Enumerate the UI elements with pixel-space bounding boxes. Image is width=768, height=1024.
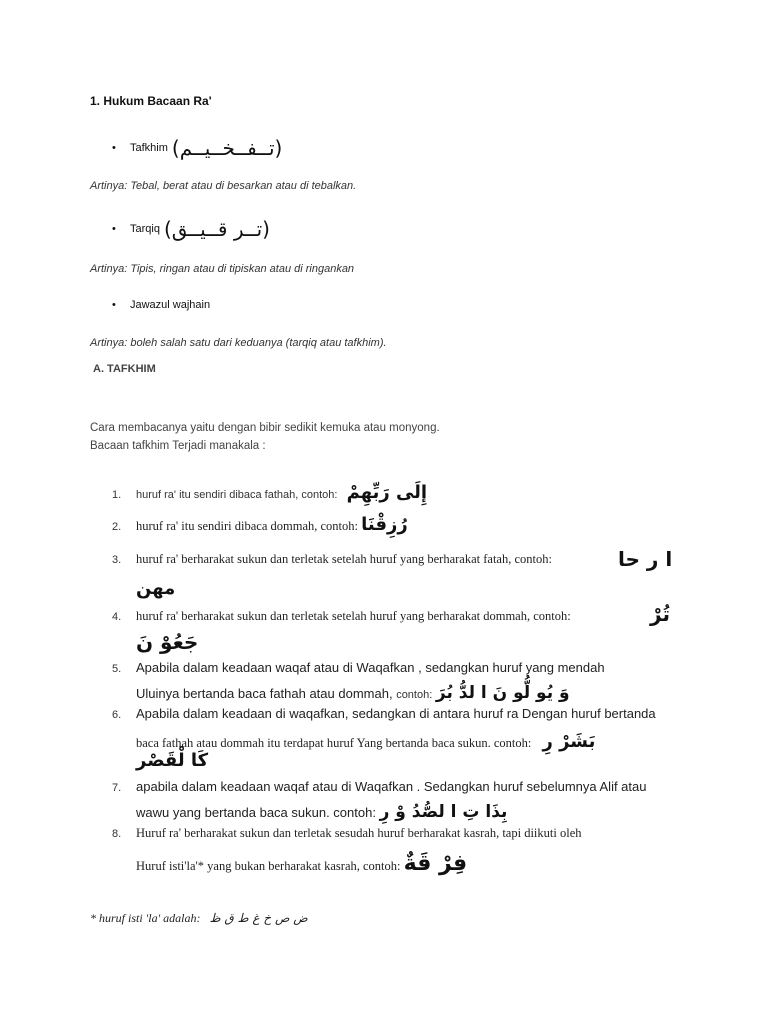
section-heading: 1. Hukum Bacaan Ra' xyxy=(90,94,212,108)
item-arabic-example: رُزِقْنَا xyxy=(361,514,408,535)
item-arabic-example: إِلَى رَبِّهِمْ xyxy=(346,482,428,503)
bullet-dot: • xyxy=(112,142,116,154)
item-arabic-example: فِرْ قَةٌ xyxy=(403,851,468,876)
item-text: huruf ra' itu sendiri dibaca fathah, contoh: xyxy=(136,489,338,501)
item-number: 5. xyxy=(112,663,122,675)
item-text: huruf ra' itu sendiri dibaca dommah, contoh: xyxy=(136,519,358,533)
item-text-line-1: apabila dalam keadaan waqaf atau di Waqafkan . Sedangkan huruf sebelumnya Alif atau xyxy=(136,779,647,794)
item-number: 3. xyxy=(112,554,122,566)
bullet-label: Tarqiq xyxy=(130,223,160,235)
meaning-jawazul-wajhain: Artinya: boleh salah satu dari keduanya (tarqiq atau tafkhim). xyxy=(90,337,387,349)
item-6-line-2 xyxy=(136,731,595,752)
item-text: huruf ra' berharakat sukun dan terletak setelah huruf yang berharakat dommah, contoh: xyxy=(136,609,571,623)
subheading-tafkhim: A. TAFKHIM xyxy=(93,363,156,375)
item-text-line-1: Apabila dalam keadaan waqaf atau di Waqafkan , sedangkan huruf yang mendah xyxy=(136,660,605,675)
item-arabic-example: ا ر حا xyxy=(618,547,673,571)
item-8-line-2 xyxy=(136,851,467,876)
bullet-label: Tafkhim xyxy=(130,142,168,154)
list-item-8 xyxy=(112,826,582,841)
list-item-5 xyxy=(112,660,605,675)
list-item-1 xyxy=(112,482,427,503)
item-number: 8. xyxy=(112,828,122,840)
meaning-tarqiq: Artinya: Tipis, ringan atau di tipiskan atau di ringankan xyxy=(90,263,355,275)
item-number: 6. xyxy=(112,709,122,721)
item-number: 4. xyxy=(112,611,122,623)
list-item-2 xyxy=(112,514,408,535)
bullet-arabic: (تــر قــيــق) xyxy=(163,217,270,241)
item-text-line-2: baca fathah atau dommah itu terdapat huruf Yang bertanda baca sukun. contoh: xyxy=(136,736,532,750)
list-item-6 xyxy=(112,706,656,721)
item-number: 7. xyxy=(112,782,122,794)
bullet-arabic: (تــفــخــيــم) xyxy=(171,136,283,160)
list-item-7 xyxy=(112,779,646,794)
item-text-line-1: Huruf ra' berharakat sukun dan terletak sesudah huruf berharakat kasrah, tapi diikuti oleh xyxy=(136,826,582,840)
footnote xyxy=(90,911,308,926)
item-7-line-2 xyxy=(136,802,507,822)
bullet-tarqiq xyxy=(112,217,270,241)
item-arabic-example-2: مهن xyxy=(136,578,176,599)
item-5-line-2 xyxy=(136,683,570,703)
item-number: 2. xyxy=(112,521,122,533)
item-arabic-example: بَشَرْ رِ xyxy=(542,731,596,752)
item-contoh-label: contoh: xyxy=(396,689,433,701)
item-arabic-example: وَ يُو لُّو نَ ا لدُّ بُرَ xyxy=(435,683,570,703)
bullet-dot: • xyxy=(112,223,116,235)
item-text: huruf ra' berharakat sukun dan terletak setelah huruf yang berharakat fatah, contoh: xyxy=(136,552,552,566)
item-text-line-1: Apabila dalam keadaan di waqafkan, sedangkan di antara huruf ra Dengan huruf bertanda xyxy=(136,706,656,721)
item-arabic-example-2: كَا لْقَصْر xyxy=(136,750,209,771)
meaning-tafkhim: Artinya: Tebal, berat atau di besarkan atau di tebalkan. xyxy=(90,180,357,192)
bullet-jawazul-wajhain xyxy=(112,299,210,311)
item-arabic-example-2: جَعُوْ نَ xyxy=(136,630,199,654)
list-item-3 xyxy=(112,552,552,567)
item-text-line-2: Uluinya bertanda baca fathah atau dommah, xyxy=(136,686,393,701)
item-number: 1. xyxy=(112,489,122,501)
item-text-line-2: Huruf isti'la'* yang bukan berharakat kasrah, contoh: xyxy=(136,859,401,873)
item-arabic-example: تُرْ xyxy=(650,602,670,626)
footnote-text: * huruf isti 'la' adalah: xyxy=(90,911,201,925)
list-item-4 xyxy=(112,609,571,624)
intro-line-1: Cara membacanya yaitu dengan bibir sedikit kemuka atau monyong. xyxy=(90,422,440,434)
item-arabic-example: بِذَا تِ ا لصُّدُ وْ رِ xyxy=(379,802,508,822)
bullet-label: Jawazul wajhain xyxy=(130,299,211,311)
item-text-line-2: wawu yang bertanda baca sukun. contoh: xyxy=(136,805,376,820)
footnote-arabic-letters: ض ص خ غ ط ق ظ xyxy=(209,911,308,925)
bullet-tafkhim xyxy=(112,136,282,160)
intro-line-2: Bacaan tafkhim Terjadi manakala : xyxy=(90,440,266,452)
bullet-dot: • xyxy=(112,299,116,311)
